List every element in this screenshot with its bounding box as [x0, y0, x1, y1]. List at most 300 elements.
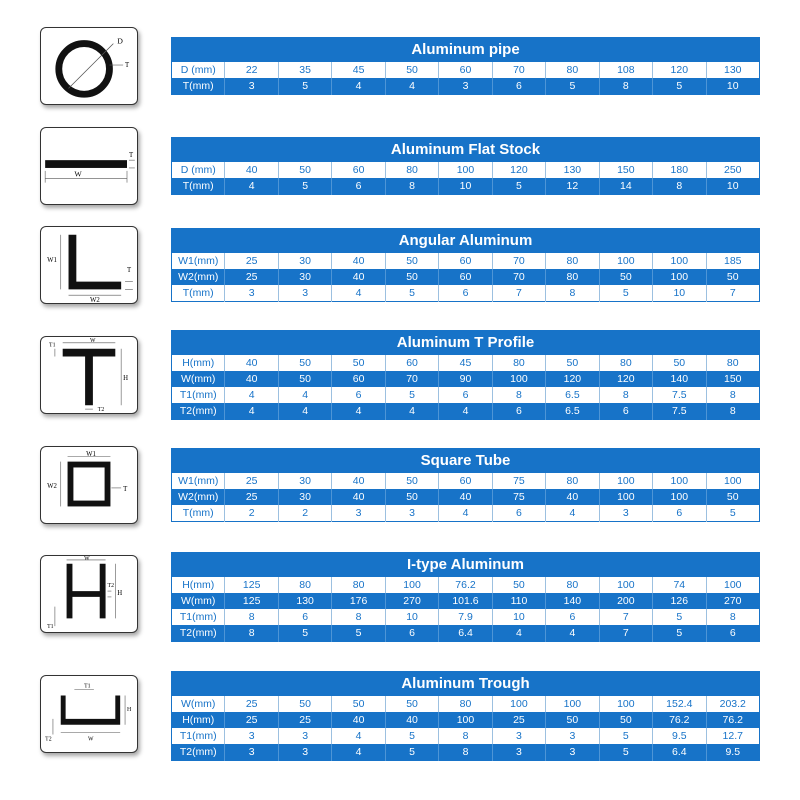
- cell: 4: [225, 178, 278, 195]
- svg-text:W2: W2: [89, 297, 100, 303]
- cell: 7: [599, 625, 652, 642]
- cell: 4: [225, 403, 278, 420]
- cell: 120: [492, 162, 545, 178]
- table-title: Aluminum Trough: [172, 672, 760, 697]
- angle-profile-icon: [41, 227, 137, 303]
- cell: 7.9: [439, 609, 492, 625]
- cell: 50: [278, 371, 331, 387]
- cell: 100: [653, 489, 706, 505]
- cell: 50: [278, 162, 331, 178]
- svg-text:W: W: [84, 556, 90, 562]
- cell: 100: [385, 577, 438, 593]
- i-beam-icon: [41, 556, 137, 632]
- cell: 185: [706, 253, 759, 269]
- cell: 80: [492, 355, 545, 371]
- aluminum-pipe-table: [171, 37, 760, 95]
- row-label: T2(mm): [172, 625, 225, 642]
- cell: 3: [599, 505, 652, 522]
- cell: 140: [653, 371, 706, 387]
- cell: 6: [492, 505, 545, 522]
- cell: 90: [439, 371, 492, 387]
- svg-text:W2: W2: [47, 482, 57, 490]
- cell: 7: [492, 285, 545, 302]
- t-profile-icon: [41, 337, 137, 413]
- svg-text:T2: T2: [45, 736, 52, 743]
- table-title: I-type Aluminum: [172, 553, 760, 578]
- cell: 5: [653, 78, 706, 95]
- table-row: [172, 387, 760, 403]
- cell: 14: [599, 178, 652, 195]
- cell: 25: [278, 712, 331, 728]
- cell: 30: [278, 269, 331, 285]
- cell: 60: [385, 355, 438, 371]
- cell: 125: [225, 577, 278, 593]
- aluminum-t-profile-table: [171, 330, 760, 420]
- cell: 5: [385, 744, 438, 761]
- cell: 4: [332, 744, 385, 761]
- table-row: [172, 728, 760, 744]
- cell: 8: [706, 609, 759, 625]
- cell: 3: [278, 728, 331, 744]
- cell: 40: [332, 489, 385, 505]
- cell: 140: [546, 593, 599, 609]
- table-title: Angular Aluminum: [172, 229, 760, 254]
- cell: 4: [385, 403, 438, 420]
- cell: 5: [599, 285, 652, 302]
- svg-text:W: W: [89, 337, 96, 344]
- cell: 76.2: [706, 712, 759, 728]
- cell: 100: [439, 162, 492, 178]
- cell: 7: [599, 609, 652, 625]
- cell: 50: [385, 62, 438, 78]
- svg-text:D: D: [117, 36, 123, 46]
- i-type-aluminum-table: [171, 552, 760, 642]
- svg-text:H: H: [127, 707, 132, 714]
- cell: 35: [278, 62, 331, 78]
- row-label: T(mm): [172, 285, 225, 302]
- cell: 3: [492, 744, 545, 761]
- cell: 9.5: [706, 744, 759, 761]
- cell: 3: [492, 728, 545, 744]
- cell: 130: [706, 62, 759, 78]
- cell: 70: [385, 371, 438, 387]
- flat-stock-icon-box: [40, 127, 138, 205]
- cell: 60: [439, 473, 492, 489]
- cell: 8: [439, 728, 492, 744]
- cell: 100: [599, 696, 652, 712]
- square-tube-table: [171, 448, 760, 522]
- cell: 5: [385, 285, 438, 302]
- cell: 50: [332, 696, 385, 712]
- cell: 6: [439, 285, 492, 302]
- aluminum-flat-stock-table: [171, 137, 760, 195]
- cell: 150: [599, 162, 652, 178]
- cell: 4: [332, 728, 385, 744]
- cell: 4: [332, 403, 385, 420]
- cell: 50: [385, 253, 438, 269]
- table-row: [172, 162, 760, 178]
- table-title: Square Tube: [172, 449, 760, 474]
- cell: 9.5: [653, 728, 706, 744]
- row-label: W2(mm): [172, 489, 225, 505]
- cell: 50: [385, 489, 438, 505]
- cell: 12: [546, 178, 599, 195]
- angular-icon-box: [40, 226, 138, 304]
- row-label: T(mm): [172, 505, 225, 522]
- cell: 50: [599, 712, 652, 728]
- cell: 25: [225, 253, 278, 269]
- row-label: H(mm): [172, 577, 225, 593]
- row-label: W2(mm): [172, 269, 225, 285]
- cell: 7.5: [653, 387, 706, 403]
- cell: 7.5: [653, 403, 706, 420]
- svg-text:T1: T1: [84, 683, 91, 690]
- table-row: [172, 593, 760, 609]
- cell: 8: [385, 178, 438, 195]
- cell: 60: [332, 162, 385, 178]
- cell: 40: [225, 355, 278, 371]
- cell: 6: [492, 78, 545, 95]
- cell: 250: [706, 162, 759, 178]
- cell: 4: [225, 387, 278, 403]
- cell: 80: [706, 355, 759, 371]
- cell: 100: [492, 696, 545, 712]
- table-row: [172, 625, 760, 642]
- cell: 80: [546, 473, 599, 489]
- cell: 120: [599, 371, 652, 387]
- svg-text:W1: W1: [86, 450, 96, 458]
- svg-text:T: T: [125, 61, 130, 69]
- cell: 40: [225, 162, 278, 178]
- cell: 6.4: [439, 625, 492, 642]
- cell: 6: [599, 403, 652, 420]
- cell: 45: [439, 355, 492, 371]
- cell: 3: [546, 744, 599, 761]
- cell: 80: [546, 253, 599, 269]
- svg-text:W: W: [88, 736, 94, 743]
- cell: 10: [439, 178, 492, 195]
- table-title: Aluminum pipe: [172, 38, 760, 63]
- cell: 60: [439, 253, 492, 269]
- cell: 10: [653, 285, 706, 302]
- cell: 4: [492, 625, 545, 642]
- svg-text:W: W: [74, 169, 82, 179]
- cell: 8: [332, 609, 385, 625]
- cell: 100: [599, 489, 652, 505]
- cell: 75: [492, 489, 545, 505]
- cell: 200: [599, 593, 652, 609]
- cell: 40: [546, 489, 599, 505]
- cell: 25: [225, 696, 278, 712]
- cell: 80: [332, 577, 385, 593]
- cell: 6: [492, 403, 545, 420]
- cell: 126: [653, 593, 706, 609]
- cell: 6.5: [546, 387, 599, 403]
- row-label: T(mm): [172, 78, 225, 95]
- row-label: T2(mm): [172, 744, 225, 761]
- row-label: H(mm): [172, 712, 225, 728]
- cell: 6: [546, 609, 599, 625]
- cell: 50: [278, 696, 331, 712]
- cell: 100: [653, 269, 706, 285]
- u-channel-icon: [41, 676, 137, 752]
- table-row: [172, 489, 760, 505]
- table-row: [172, 62, 760, 78]
- cell: 100: [546, 696, 599, 712]
- flat-bar-icon: [41, 128, 137, 204]
- cell: 101.6: [439, 593, 492, 609]
- table-row: [172, 712, 760, 728]
- cell: 40: [439, 489, 492, 505]
- cell: 25: [225, 712, 278, 728]
- cell: 108: [599, 62, 652, 78]
- table-row: [172, 178, 760, 195]
- cell: 4: [332, 285, 385, 302]
- cell: 5: [385, 728, 438, 744]
- cell: 30: [278, 253, 331, 269]
- cell: 8: [706, 387, 759, 403]
- cell: 8: [225, 625, 278, 642]
- square-tube-icon-box: [40, 446, 138, 524]
- cell: 50: [653, 355, 706, 371]
- cell: 270: [385, 593, 438, 609]
- cell: 6.5: [546, 403, 599, 420]
- cell: 50: [385, 473, 438, 489]
- cell: 40: [332, 269, 385, 285]
- cell: 10: [706, 178, 759, 195]
- cell: 4: [278, 387, 331, 403]
- cell: 6: [653, 505, 706, 522]
- pipe-icon-box: [40, 27, 138, 105]
- cell: 22: [225, 62, 278, 78]
- cell: 3: [439, 78, 492, 95]
- cell: 40: [332, 712, 385, 728]
- table-row: [172, 253, 760, 269]
- table-title: Aluminum Flat Stock: [172, 138, 760, 163]
- square-tube-icon: [41, 447, 137, 523]
- cell: 3: [332, 505, 385, 522]
- cell: 203.2: [706, 696, 759, 712]
- cell: 10: [492, 609, 545, 625]
- t-profile-icon-box: [40, 336, 138, 414]
- cell: 4: [546, 625, 599, 642]
- cell: 2: [225, 505, 278, 522]
- cell: 8: [599, 78, 652, 95]
- table-row: [172, 577, 760, 593]
- cell: 40: [332, 253, 385, 269]
- cell: 150: [706, 371, 759, 387]
- cell: 270: [706, 593, 759, 609]
- cell: 70: [492, 269, 545, 285]
- cell: 40: [225, 371, 278, 387]
- svg-text:H: H: [117, 589, 123, 597]
- cell: 76.2: [653, 712, 706, 728]
- cell: 50: [706, 489, 759, 505]
- cell: 5: [332, 625, 385, 642]
- svg-text:T1: T1: [49, 342, 56, 349]
- cell: 130: [278, 593, 331, 609]
- cell: 45: [332, 62, 385, 78]
- cell: 3: [278, 285, 331, 302]
- cell: 12.7: [706, 728, 759, 744]
- cell: 50: [706, 269, 759, 285]
- cell: 5: [653, 625, 706, 642]
- cell: 100: [706, 577, 759, 593]
- cell: 76.2: [439, 577, 492, 593]
- cell: 30: [278, 489, 331, 505]
- cell: 100: [599, 253, 652, 269]
- cell: 100: [599, 473, 652, 489]
- cell: 10: [706, 78, 759, 95]
- cell: 8: [599, 387, 652, 403]
- cell: 100: [706, 473, 759, 489]
- table-row: [172, 285, 760, 302]
- cell: 4: [439, 505, 492, 522]
- cell: 25: [492, 712, 545, 728]
- cell: 5: [385, 387, 438, 403]
- row-label: W1(mm): [172, 253, 225, 269]
- table-row: [172, 403, 760, 420]
- cell: 100: [653, 253, 706, 269]
- cell: 3: [225, 744, 278, 761]
- cell: 5: [278, 178, 331, 195]
- table-row: [172, 609, 760, 625]
- cell: 176: [332, 593, 385, 609]
- cell: 50: [385, 269, 438, 285]
- cell: 60: [332, 371, 385, 387]
- round-pipe-icon: [41, 28, 137, 104]
- cell: 4: [385, 78, 438, 95]
- table-row: [172, 355, 760, 371]
- cell: 6: [332, 387, 385, 403]
- cell: 8: [492, 387, 545, 403]
- cell: 3: [225, 285, 278, 302]
- svg-text:W1: W1: [47, 257, 57, 265]
- cell: 75: [492, 473, 545, 489]
- aluminum-trough-table: [171, 671, 760, 761]
- svg-text:T: T: [127, 266, 132, 274]
- cell: 5: [546, 78, 599, 95]
- svg-text:T1: T1: [47, 624, 54, 631]
- cell: 50: [278, 355, 331, 371]
- cell: 30: [278, 473, 331, 489]
- cell: 100: [439, 712, 492, 728]
- svg-text:H: H: [123, 374, 129, 382]
- cell: 50: [546, 355, 599, 371]
- cell: 4: [278, 403, 331, 420]
- cell: 50: [385, 696, 438, 712]
- row-label: D (mm): [172, 62, 225, 78]
- cell: 80: [599, 355, 652, 371]
- cell: 100: [492, 371, 545, 387]
- table-row: [172, 371, 760, 387]
- cell: 4: [332, 78, 385, 95]
- cell: 7: [706, 285, 759, 302]
- cell: 80: [278, 577, 331, 593]
- cell: 2: [278, 505, 331, 522]
- cell: 25: [225, 269, 278, 285]
- row-label: T1(mm): [172, 387, 225, 403]
- cell: 80: [385, 162, 438, 178]
- svg-text:T: T: [123, 485, 128, 493]
- cell: 130: [546, 162, 599, 178]
- svg-text:T2: T2: [107, 583, 114, 590]
- cell: 8: [706, 403, 759, 420]
- cell: 80: [546, 577, 599, 593]
- cell: 8: [439, 744, 492, 761]
- cell: 50: [546, 712, 599, 728]
- table-row: [172, 505, 760, 522]
- cell: 3: [278, 744, 331, 761]
- cell: 5: [278, 625, 331, 642]
- cell: 8: [653, 178, 706, 195]
- cell: 70: [492, 62, 545, 78]
- cell: 80: [546, 62, 599, 78]
- cell: 70: [492, 253, 545, 269]
- cell: 110: [492, 593, 545, 609]
- cell: 40: [332, 473, 385, 489]
- cell: 120: [546, 371, 599, 387]
- cell: 152.4: [653, 696, 706, 712]
- table-row: [172, 473, 760, 489]
- cell: 5: [653, 609, 706, 625]
- cell: 50: [492, 577, 545, 593]
- cell: 100: [653, 473, 706, 489]
- cell: 50: [599, 269, 652, 285]
- cell: 25: [225, 489, 278, 505]
- cell: 3: [385, 505, 438, 522]
- cell: 50: [332, 355, 385, 371]
- row-label: T(mm): [172, 178, 225, 195]
- cell: 5: [706, 505, 759, 522]
- cell: 60: [439, 269, 492, 285]
- cell: 6: [278, 609, 331, 625]
- cell: 8: [225, 609, 278, 625]
- svg-text:T: T: [128, 152, 134, 160]
- cell: 8: [546, 285, 599, 302]
- row-label: W1(mm): [172, 473, 225, 489]
- table-row: [172, 696, 760, 712]
- cell: 5: [278, 78, 331, 95]
- cell: 80: [546, 269, 599, 285]
- row-label: T1(mm): [172, 728, 225, 744]
- cell: 40: [385, 712, 438, 728]
- cell: 4: [439, 403, 492, 420]
- cell: 6: [439, 387, 492, 403]
- trough-icon-box: [40, 675, 138, 753]
- cell: 6: [706, 625, 759, 642]
- cell: 74: [653, 577, 706, 593]
- row-label: T2(mm): [172, 403, 225, 420]
- row-label: D (mm): [172, 162, 225, 178]
- cell: 25: [225, 473, 278, 489]
- cell: 100: [599, 577, 652, 593]
- row-label: W(mm): [172, 696, 225, 712]
- table-row: [172, 744, 760, 761]
- cell: 180: [653, 162, 706, 178]
- row-label: H(mm): [172, 355, 225, 371]
- cell: 5: [492, 178, 545, 195]
- cell: 5: [599, 728, 652, 744]
- table-title: Aluminum T Profile: [172, 331, 760, 356]
- row-label: W(mm): [172, 593, 225, 609]
- row-label: W(mm): [172, 371, 225, 387]
- cell: 6: [332, 178, 385, 195]
- cell: 120: [653, 62, 706, 78]
- cell: 3: [546, 728, 599, 744]
- svg-text:T2: T2: [97, 407, 105, 413]
- cell: 6: [385, 625, 438, 642]
